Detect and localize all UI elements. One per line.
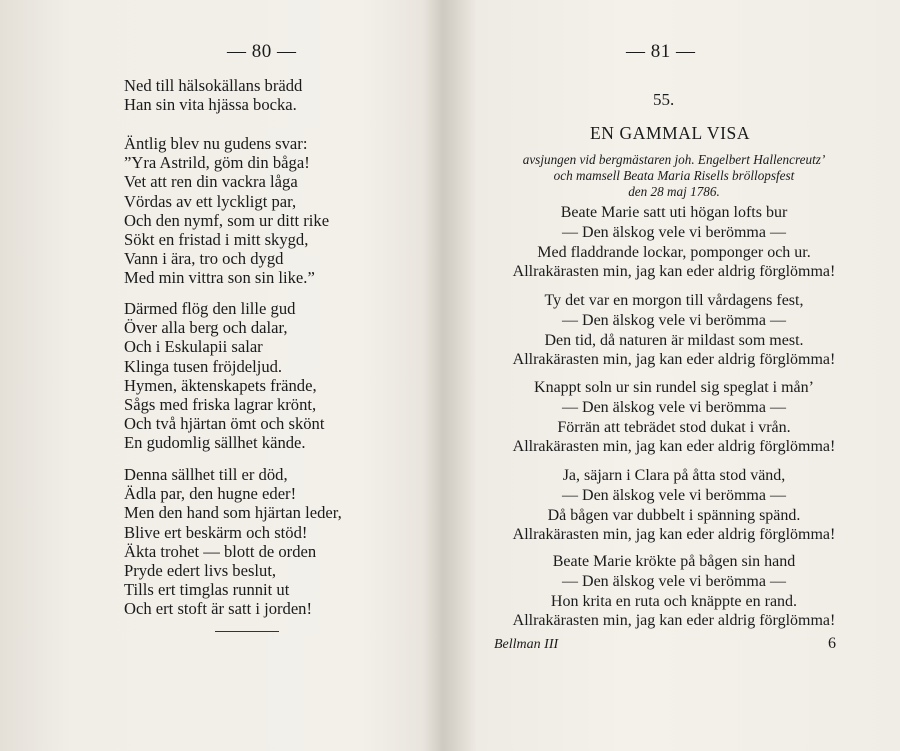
right-stanza-1 (479, 203, 869, 282)
chorus-line: Allrakärasten min, jag kan eder aldrig förglömma! (512, 263, 836, 281)
verse-line: Äntlig blev nu gudens svar: (124, 134, 308, 153)
song-number: 55. (653, 90, 675, 109)
dedication-line: den 28 maj 1786. (628, 184, 720, 199)
footer-signature: Bellman III (494, 637, 559, 652)
verse-line: Vann i ära, tro och dygd (124, 249, 284, 269)
refrain-line: — Den älskog vele vi berömma — (562, 572, 786, 590)
verse-line: Sågs med friska lagrar krönt, (124, 395, 317, 415)
verse-line: Hymen, äktenskapets frände, (124, 375, 317, 395)
verse-line: Beate Marie satt uti högan lofts bur (560, 204, 788, 221)
left-stanza-2 (124, 134, 329, 288)
left-page-number: — 80 — (227, 41, 297, 62)
chorus-line: Allrakärasten min, jag kan eder aldrig förglömma! (512, 526, 836, 544)
right-stanza-5 (479, 552, 869, 631)
song-title: EN GAMMAL VISA (590, 123, 751, 143)
dedication-line: och mamsell Beata Maria Risells bröllopsfest (553, 168, 795, 183)
right-stanza-4 (479, 466, 869, 545)
refrain-line: — Den älskog vele vi berömma — (562, 311, 786, 329)
right-stanza-3 (479, 378, 869, 457)
verse-line: Blive ert beskärm och stöd! (124, 522, 308, 542)
verse-line: Äkta trohet — blott de orden (124, 541, 317, 561)
verse-line: Och den nymf, som ur ditt rike (124, 210, 330, 230)
verse-line: Ädla par, den hugne eder! (124, 484, 297, 504)
section-divider (215, 631, 279, 632)
verse-line: Beate Marie krökte på bågen sin hand (552, 553, 796, 570)
verse-line: Denna sällhet till er död, (124, 465, 288, 484)
verse-line: Och två hjärtan ömt och skönt (124, 414, 325, 434)
left-stanza-4 (124, 465, 342, 619)
verse-line: Ned till hälsokällans brädd (124, 76, 303, 95)
footer-sheet-number: 6 (828, 635, 836, 652)
verse-line: Tills ert timglas runnit ut (124, 580, 290, 600)
chorus-line: Allrakärasten min, jag kan eder aldrig förglömma! (512, 351, 836, 369)
verse-line: Ja, säjarn i Clara på åtta stod vänd, (562, 467, 786, 484)
verse-line: Vördas av ett lyckligt par, (124, 191, 297, 211)
left-stanza-3 (124, 299, 324, 453)
verse-line: Vet att ren din vackra låga (124, 172, 298, 192)
verse-line: Sökt en fristad i mitt skygd, (124, 230, 309, 250)
dedication-line: avsjungen vid bergmästaren joh. Engelbert Hallencreutz’ (522, 152, 826, 167)
left-page (0, 0, 445, 751)
verse-line: Knappt soln ur sin rundel sig speglat i mån’ (534, 379, 814, 396)
verse-line: Över alla berg och dalar, (124, 318, 288, 338)
refrain-line: — Den älskog vele vi berömma — (562, 223, 786, 241)
verse-line: En gudomlig sällhet kände. (124, 433, 306, 453)
verse-line: ”Yra Astrild, göm din båga! (124, 153, 310, 173)
verse-line: Med min vittra son sin like.” (124, 268, 315, 288)
verse-line: Därmed flög den lille gud (124, 299, 296, 318)
verse-line: Ty det var en morgon till vårdagens fest, (544, 292, 804, 309)
dedication (479, 152, 869, 200)
refrain-line: — Den älskog vele vi berömma — (562, 398, 786, 416)
verse-line: Då bågen var dubbelt i spänning spänd. (547, 506, 801, 524)
chorus-line: Allrakärasten min, jag kan eder aldrig förglömma! (512, 612, 836, 630)
refrain-line: — Den älskog vele vi berömma — (562, 486, 786, 504)
verse-line: Klinga tusen fröjdeljud. (124, 356, 283, 376)
chorus-line: Allrakärasten min, jag kan eder aldrig förglömma! (512, 438, 836, 456)
verse-line: Och ert stoft är satt i jorden! (124, 599, 313, 619)
right-page-number: — 81 — (626, 41, 696, 62)
verse-line: Och i Eskulapii salar (124, 337, 263, 357)
verse-line: Förrän att tebrädet stod dukat i vrån. (557, 418, 791, 436)
verse-line: Hon krita en ruta och knäppte en rand. (550, 592, 798, 610)
right-stanza-2 (479, 291, 869, 370)
verse-line: Pryde edert livs beslut, (124, 561, 277, 581)
right-page (445, 0, 900, 751)
verse-line: Men den hand som hjärtan leder, (124, 503, 342, 523)
verse-line: Den tid, då naturen är mildast som mest. (544, 331, 804, 349)
left-stanza-1 (124, 76, 302, 114)
verse-line: Han sin vita hjässa bocka. (124, 95, 297, 115)
verse-line: Med fladdrande lockar, pomponger och ur. (537, 243, 811, 261)
